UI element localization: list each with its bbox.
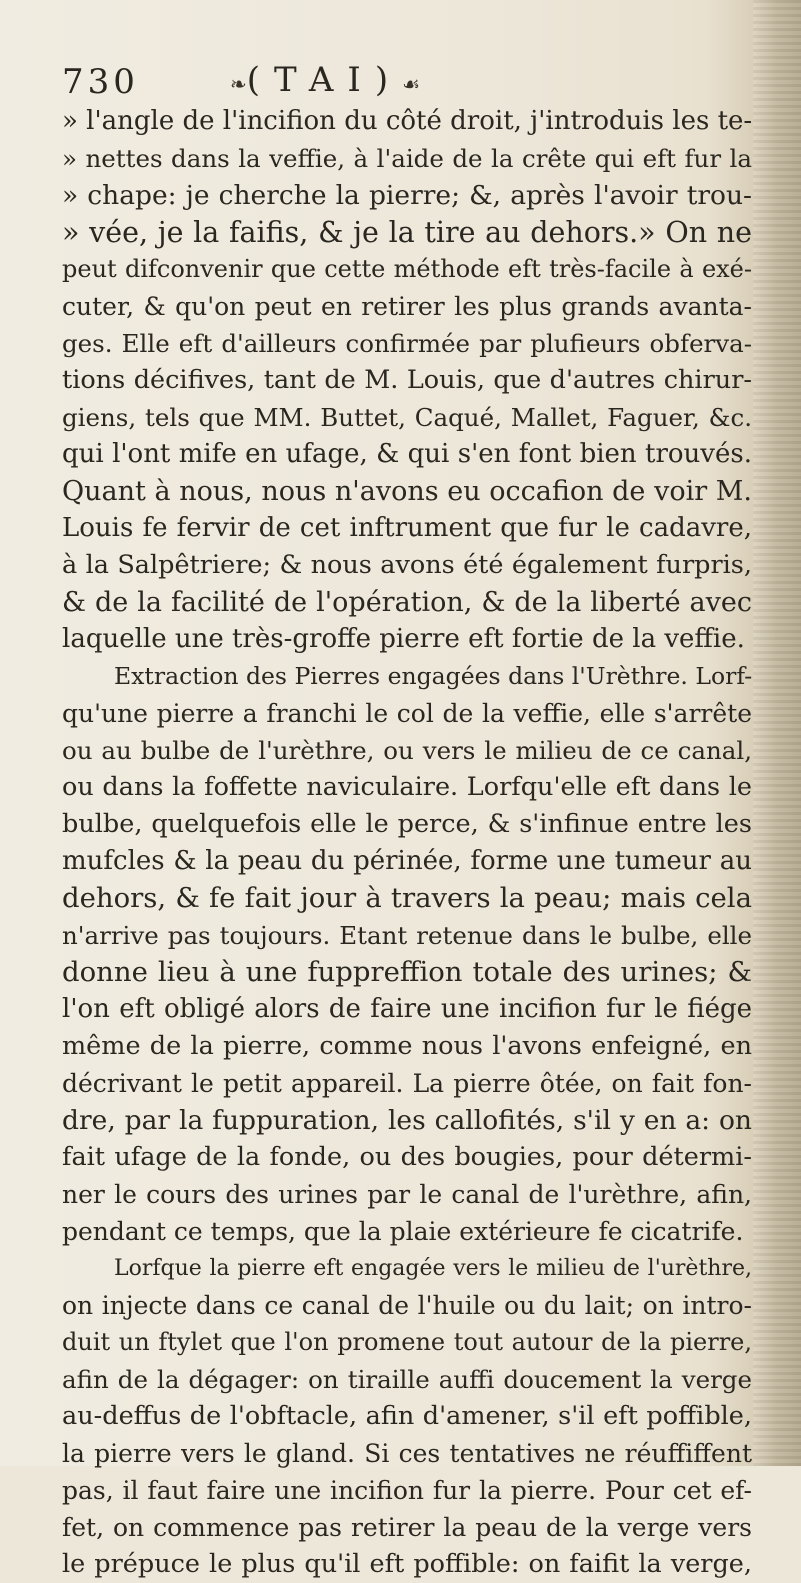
running-head-text: TAI [274, 60, 375, 100]
text-line: fait ufage de la fonde, ou des bougies, pour détermi- [62, 1142, 752, 1172]
text-line: bulbe, quelquefois elle le perce, & s'infinue entre les [62, 809, 752, 839]
text-line: l'on eft obligé alors de faire une incifion fur le fiége [62, 994, 752, 1024]
text-line: même de la pierre, comme nous l'avons enfeigné, en [62, 1031, 752, 1061]
text-line: » chape: je cherche la pierre; &, après l'avoir trou- [62, 180, 752, 211]
fleuron-right-icon: ☙ [402, 72, 421, 96]
text-line: pendant ce temps, que la plaie extérieure fe cicatrife. [62, 1217, 744, 1246]
page-number: 730 [62, 62, 139, 102]
fleuron-left-icon: ❧ [230, 72, 247, 96]
text-line: laquelle une très-groffe pierre eft fortie de la veffie. [62, 624, 745, 654]
text-line: » l'angle de l'incifion du côté droit, j'introduis les te- [62, 106, 753, 136]
text-line: & de la facilité de l'opération, & de la liberté avec [62, 587, 752, 618]
running-head-open: ( [246, 60, 275, 100]
text-line: au-deffus de l'obftacle, afin d'amener, s'il eft poffible, [62, 1401, 752, 1431]
text-line: fet, on commence pas retirer la peau de la verge vers [62, 1513, 752, 1542]
text-line: » vée, je la faifis, & je la tire au dehors.» On ne [62, 216, 752, 249]
text-line: décrivant le petit appareil. La pierre ôtée, on fait fon- [62, 1069, 752, 1098]
text-line: à la Salpêtriere; & nous avons été également furpris, [62, 550, 752, 580]
text-line: qu'une pierre a franchi le col de la veffie, elle s'arrête [62, 699, 752, 728]
text-line: ges. Elle eft d'ailleurs confirmée par plufieurs obferva- [62, 329, 752, 358]
body-text [62, 103, 752, 1583]
text-line: ner le cours des urines par le canal de l'urèthre, afin, [62, 1180, 752, 1209]
text-line: Quant à nous, nous n'avons eu occafion de voir M. [62, 476, 752, 507]
running-head-close: ) [374, 60, 403, 100]
text-line: mufcles & la peau du périnée, forme une tumeur au [62, 846, 752, 876]
text-line: dre, par la fuppuration, les callofités, s'il y en a: on [62, 1105, 752, 1136]
section-heading-line: Extraction des Pierres engagées dans l'Urèthre. Lorf- [114, 662, 753, 690]
text-line: cuter, & qu'on peut en retirer les plus grands avanta- [62, 292, 752, 321]
text-line: pas, il faut faire une incifion fur la pierre. Pour cet ef- [62, 1476, 752, 1505]
text-line: on injecte dans ce canal de l'huile ou du lait; on intro- [62, 1291, 752, 1320]
text-line: » nettes dans la veffie, à l'aide de la crête qui eft fur la [62, 144, 752, 173]
text-line: peut difconvenir que cette méthode eft très-facile à exé- [62, 255, 752, 283]
text-line: la pierre vers le gland. Si ces tentatives ne réuffiffent [62, 1439, 752, 1468]
text-line: Louis fe fervir de cet inftrument que fur le cadavre, [62, 513, 752, 543]
text-line: giens, tels que MM. Buttet, Caqué, Mallet, Faguer, &c. [62, 403, 752, 432]
text-line: afin de la dégager: on tiraille auffi doucement la verge [62, 1365, 752, 1394]
text-line: duit un ftylet que l'on promene tout autour de la pierre, [62, 1328, 752, 1356]
text-line: qui l'ont mife en ufage, & qui s'en font bien trouvés. [62, 439, 752, 469]
text-line: ou au bulbe de l'urèthre, ou vers le milieu de ce canal, [62, 736, 752, 765]
text-line: n'arrive pas toujours. Etant retenue dans le bulbe, elle [62, 921, 752, 950]
text-line: tions décifives, tant de M. Louis, que d'autres chirur- [62, 365, 752, 395]
running-head [230, 60, 420, 100]
text-line: ou dans la foffette naviculaire. Lorfqu'elle eft dans le [62, 772, 752, 802]
text-line: le prépuce le plus qu'il eft poffible: on faifit la verge, [62, 1549, 752, 1579]
text-line: Lorfque la pierre eft engagée vers le milieu de l'urèthre, [114, 1256, 752, 1281]
text-line: dehors, & fe fait jour à travers la peau; mais cela [62, 882, 752, 914]
text-line: donne lieu à une fuppreffion totale des urines; & [62, 956, 752, 988]
page-edge [753, 0, 801, 1466]
